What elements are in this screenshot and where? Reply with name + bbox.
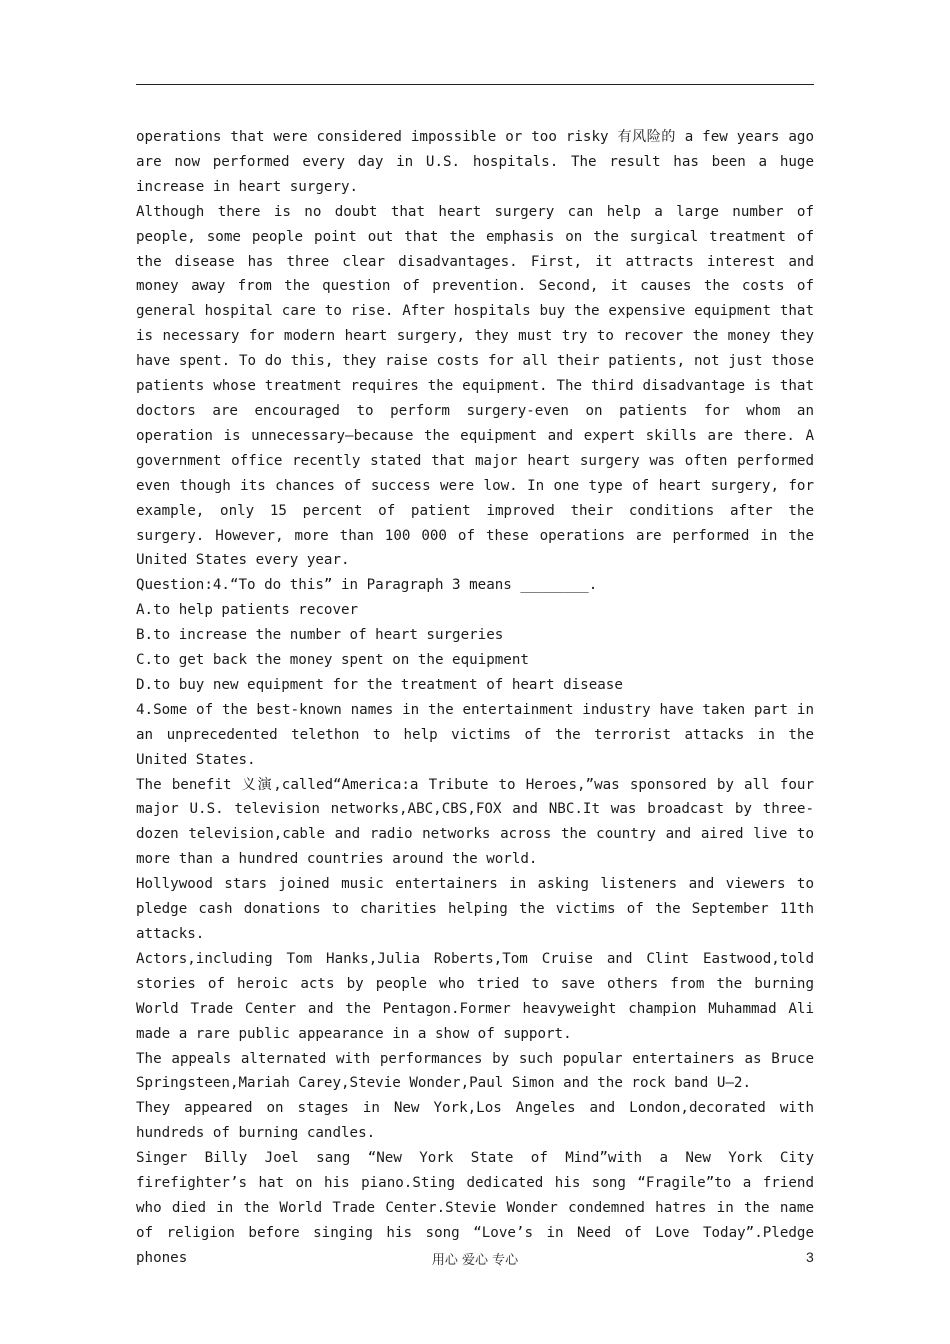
paragraph-appeals: The appeals alternated with performances by such popular entertainers as Bruce Springsteen,Mariah Carey,Stevie Wonder,Paul Simon and the rock band U—2. [136,1050,814,1092]
footer-motto: 用心 爱心 专心 [431,1253,519,1268]
paragraph-hollywood: Hollywood stars joined music entertainers in asking listeners and viewers to pledge cash donations to charities helping the victims of the September 11th attacks. [136,876,814,942]
option-d: D.to buy new equipment for the treatment of heart disease [136,676,623,693]
option-b: B.to increase the number of heart surgeries [136,627,504,644]
header-rule [136,84,814,85]
page-number: 3 [806,1249,814,1265]
paragraph-2: Although there is no doubt that heart surgery can help a large number of people, some people point out that the emphasis on the surgical treatment of the disease has three clear disadvantages. First, it attracts interest and money away from the question of prevention. Second, it causes the costs of general hospital care to rise. After hospitals buy the expensive equipment that is necessary for modern heart surgery, they must try to recover the money they have spent. To do this, they raise costs for all their patients, not just those patients whose treatment requires the equipment. The third disadvantage is that doctors are encouraged to perform surgery-even on patients for whom an operation is unnecessary—because the equipment and expert skills are there. A government office recently stated that major heart surgery was often performed even though its chances of success were low. In one type of heart surgery, for example, only 15 percent of patient improved their conditions after the surgery. However, more than 100 000 of these operations are performed in the United States every year. [136,203,814,569]
option-a: A.to help patients recover [136,602,359,619]
paragraph-1: operations that were considered impossible or too risky 有风险的 a few years ago are now performed every day in U.S. hospitals. The result has been a huge increase in heart surgery. [136,129,814,195]
paragraph-benefit: The benefit 义演,called“America:a Tribute to Heroes,”was sponsored by all four major U.S. television networks,ABC,CBS,FOX and NBC.It was broadcast by three-dozen television,cable and radio networks across the country and aired live to more than a hundred countries around the world. [136,776,814,868]
paragraph-singers: Singer Billy Joel sang “New York State of Mind”with a New York City firefighter’s hat on his piano.Sting dedicated his song “Fragile”to a friend who died in the World Trade Center.Stevie Wonder condemned hatres in the name of religion before singing his song “Love’s in Need of Love Today”.Pledge phones [136,1150,814,1266]
paragraph-telethon-intro: 4.Some of the best-known names in the entertainment industry have taken part in an unprecedented telethon to help victims of the terrorist attacks in the United States. [136,701,814,768]
paragraph-stages: They appeared on stages in New York,Los Angeles and London,decorated with hundreds of burning candles. [136,1100,814,1142]
document-body [136,125,814,1271]
paragraph-actors: Actors,including Tom Hanks,Julia Roberts,Tom Cruise and Clint Eastwood,told stories of heroic acts by people who tried to save others from the burning World Trade Center and the Pentagon.Former heavyweight champion Muhammad Ali made a rare public appearance in a show of support. [136,950,814,1042]
option-c: C.to get back the money spent on the equipment [136,652,529,669]
question-stem: Question:4.“To do this” in Paragraph 3 means ________. [136,577,598,594]
